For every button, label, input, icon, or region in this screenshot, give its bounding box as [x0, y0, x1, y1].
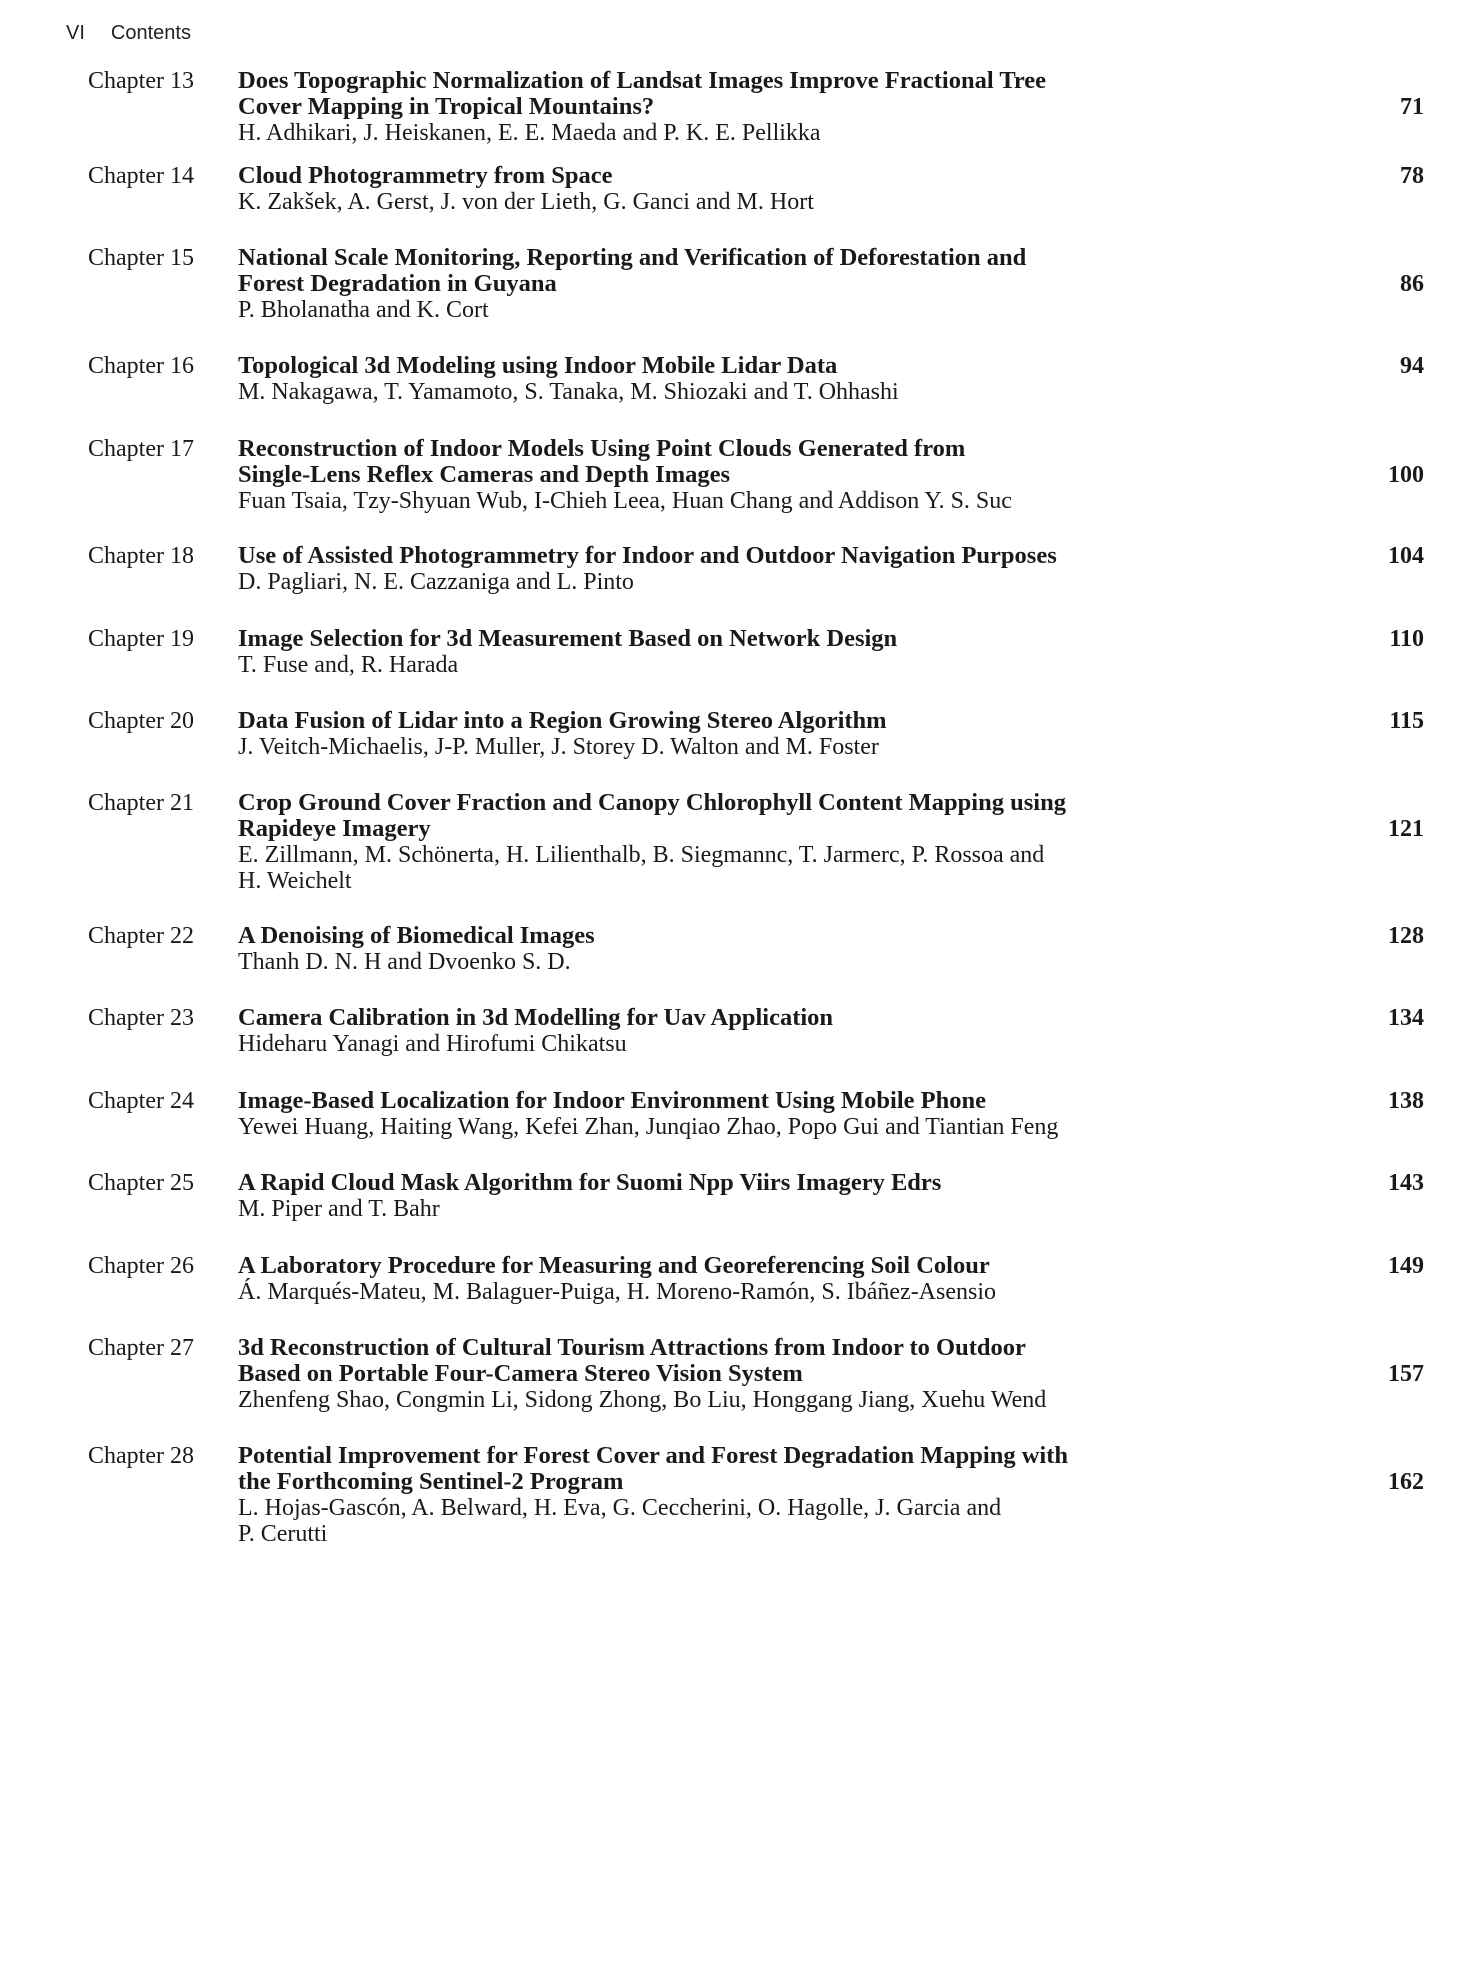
entry-body — [238, 543, 1238, 595]
page-number-ref: 94 — [1400, 353, 1424, 379]
page-number-ref: 115 — [1389, 708, 1424, 734]
chapter-authors-line: Thanh D. N. H and Dvoenko S. D. — [238, 949, 571, 975]
chapter-title-line: Reconstruction of Indoor Models Using Point Clouds Generated from — [238, 435, 966, 462]
page-number-ref: 71 — [1400, 94, 1424, 120]
page-number-ref: 149 — [1388, 1253, 1424, 1279]
page-number-ref: 110 — [1389, 626, 1424, 652]
chapter-authors-line: D. Pagliari, N. E. Cazzaniga and L. Pinto — [238, 569, 634, 595]
page-number-ref: 86 — [1400, 271, 1424, 297]
chapter-label: Chapter 13 — [88, 68, 194, 94]
page-number-ref: 138 — [1388, 1088, 1424, 1114]
chapter-label: Chapter 23 — [88, 1005, 194, 1031]
chapter-authors-line: T. Fuse and, R. Harada — [238, 652, 459, 678]
chapter-title-line: 3d Reconstruction of Cultural Tourism Attractions from Indoor to Outdoor — [238, 1334, 1026, 1361]
section-title: Contents — [110, 22, 191, 44]
chapter-authors-line: P. Bholanatha and K. Cort — [238, 297, 489, 323]
entry-body — [238, 1088, 1238, 1140]
page-number-ref: 121 — [1388, 816, 1424, 842]
entry-body — [238, 1005, 1238, 1057]
page-number-ref: 128 — [1388, 923, 1424, 949]
chapter-authors-line: M. Nakagawa, T. Yamamoto, S. Tanaka, M. Shiozaki and T. Ohhashi — [238, 379, 899, 405]
page-number-ref: 104 — [1388, 543, 1424, 569]
page-number-ref: 157 — [1388, 1361, 1424, 1387]
chapter-title-line: Single-Lens Reflex Cameras and Depth Images — [238, 461, 731, 488]
chapter-title-line: Potential Improvement for Forest Cover and Forest Degradation Mapping with — [238, 1442, 1068, 1469]
chapter-title-line: A Rapid Cloud Mask Algorithm for Suomi Npp Viirs Imagery Edrs — [238, 1169, 942, 1196]
page-number: VI — [66, 22, 85, 44]
chapter-title-line: Image Selection for 3d Measurement Based on Network Design — [238, 625, 898, 652]
chapter-authors-line: M. Piper and T. Bahr — [238, 1196, 440, 1222]
chapter-label: Chapter 14 — [88, 163, 194, 189]
chapter-title-line: Use of Assisted Photogrammetry for Indoor and Outdoor Navigation Purposes — [238, 542, 1057, 569]
chapter-title-line: National Scale Monitoring, Reporting and Verification of Deforestation and — [238, 244, 1027, 271]
entry-body — [238, 436, 1238, 514]
chapter-title-line: Topological 3d Modeling using Indoor Mobile Lidar Data — [238, 352, 838, 379]
chapter-authors-line: E. Zillmann, M. Schönerta, H. Lilienthalb, B. Siegmannc, T. Jarmerc, P. Rossoa and — [238, 842, 1045, 868]
chapter-title-line: A Denoising of Biomedical Images — [238, 922, 595, 949]
chapter-label: Chapter 25 — [88, 1170, 194, 1196]
chapter-label: Chapter 17 — [88, 436, 194, 462]
chapter-authors-line: H. Adhikari, J. Heiskanen, E. E. Maeda and P. K. E. Pellikka — [238, 120, 821, 146]
chapter-title-line: Image-Based Localization for Indoor Environment Using Mobile Phone — [238, 1087, 986, 1114]
entry-body — [238, 790, 1238, 894]
chapter-title-line: Rapideye Imagery — [238, 815, 431, 842]
chapter-label: Chapter 22 — [88, 923, 194, 949]
chapter-title-line: A Laboratory Procedure for Measuring and Georeferencing Soil Colour — [238, 1252, 990, 1279]
entry-body — [238, 163, 1238, 215]
chapter-label: Chapter 27 — [88, 1335, 194, 1361]
entry-body — [238, 245, 1238, 323]
entry-body — [238, 68, 1238, 146]
page-number-ref: 143 — [1388, 1170, 1424, 1196]
entry-body — [238, 1253, 1238, 1305]
chapter-title-line: Based on Portable Four-Camera Stereo Vision System — [238, 1360, 803, 1387]
chapter-authors-line: Á. Marqués-Mateu, M. Balaguer-Puiga, H. Moreno-Ramón, S. Ibáñez-Asensio — [238, 1279, 997, 1305]
entry-body — [238, 923, 1238, 975]
chapter-title-line: Data Fusion of Lidar into a Region Growing Stereo Algorithm — [238, 707, 887, 734]
chapter-title-line: Crop Ground Cover Fraction and Canopy Chlorophyll Content Mapping using — [238, 789, 1066, 816]
entry-body — [238, 626, 1238, 678]
chapter-label: Chapter 18 — [88, 543, 194, 569]
entry-body — [238, 708, 1238, 760]
chapter-authors-line: J. Veitch-Michaelis, J-P. Muller, J. Storey D. Walton and M. Foster — [238, 734, 879, 760]
chapter-authors-line: P. Cerutti — [238, 1521, 328, 1547]
chapter-title-line: Cloud Photogrammetry from Space — [238, 162, 613, 189]
chapter-label: Chapter 15 — [88, 245, 194, 271]
chapter-title-line: Cover Mapping in Tropical Mountains? — [238, 93, 655, 120]
chapter-title-line: Does Topographic Normalization of Landsat Images Improve Fractional Tree — [238, 67, 1047, 94]
chapter-authors-line: Hideharu Yanagi and Hirofumi Chikatsu — [238, 1031, 627, 1057]
chapter-label: Chapter 28 — [88, 1443, 194, 1469]
chapter-authors-line: Yewei Huang, Haiting Wang, Kefei Zhan, Junqiao Zhao, Popo Gui and Tiantian Feng — [238, 1114, 1059, 1140]
page-number-ref: 78 — [1400, 163, 1424, 189]
chapter-authors-line: H. Weichelt — [238, 868, 352, 894]
chapter-label: Chapter 24 — [88, 1088, 194, 1114]
running-head — [66, 22, 191, 45]
chapter-label: Chapter 16 — [88, 353, 194, 379]
page-number-ref: 100 — [1388, 462, 1424, 488]
entry-body — [238, 1170, 1238, 1222]
entry-body — [238, 1443, 1238, 1547]
chapter-title-line: Forest Degradation in Guyana — [238, 270, 557, 297]
page-number-ref: 162 — [1388, 1469, 1424, 1495]
chapter-authors-line: K. Zakšek, A. Gerst, J. von der Lieth, G. Ganci and M. Hort — [238, 189, 814, 215]
chapter-label: Chapter 26 — [88, 1253, 194, 1279]
entry-body — [238, 1335, 1238, 1413]
page-number-ref: 134 — [1388, 1005, 1424, 1031]
chapter-title-line: the Forthcoming Sentinel-2 Program — [238, 1468, 624, 1495]
chapter-label: Chapter 19 — [88, 626, 194, 652]
chapter-label: Chapter 20 — [88, 708, 194, 734]
chapter-authors-line: Zhenfeng Shao, Congmin Li, Sidong Zhong, Bo Liu, Honggang Jiang, Xuehu Wend — [238, 1387, 1047, 1413]
chapter-authors-line: Fuan Tsaia, Tzy-Shyuan Wub, I-Chieh Leea, Huan Chang and Addison Y. S. Suc — [238, 488, 1012, 514]
entry-body — [238, 353, 1238, 405]
chapter-title-line: Camera Calibration in 3d Modelling for Uav Application — [238, 1004, 834, 1031]
chapter-label: Chapter 21 — [88, 790, 194, 816]
chapter-authors-line: L. Hojas-Gascón, A. Belward, H. Eva, G. Ceccherini, O. Hagolle, J. Garcia and — [238, 1495, 1002, 1521]
